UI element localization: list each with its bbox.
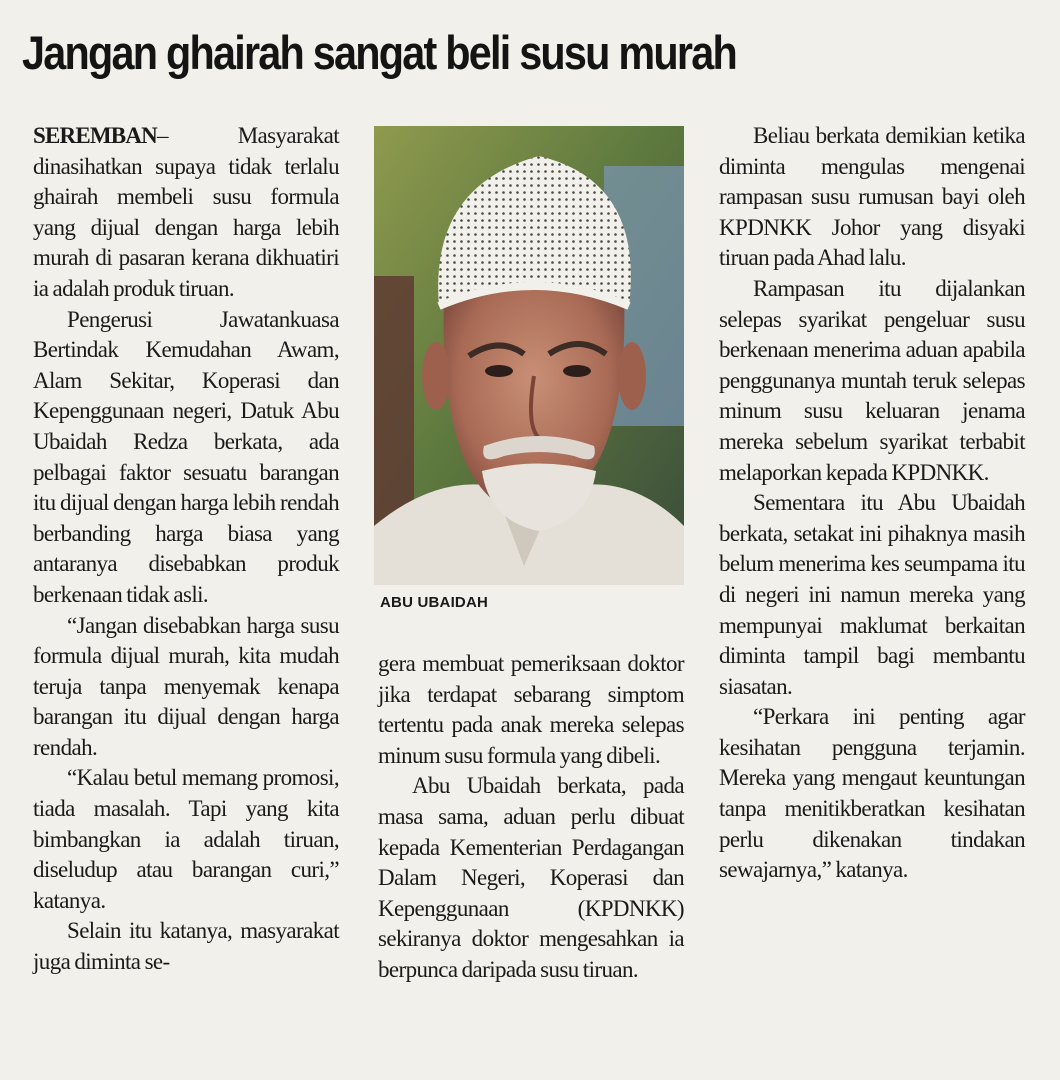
lead-text: – Masyarakat dinasihatkan supaya tidak terlalu ghairah membeli susu formula yang dijual dengan harga lebih murah di pasaran kerana dikhuatiri ia adalah produk tiruan. [33,123,339,301]
lead-paragraph [33,121,339,305]
paragraph: Pengerusi Jawatankuasa Bertindak Kemudahan Awam, Alam Sekitar, Koperasi dan Kepenggunaan negeri, Datuk Abu Ubaidah Redza berkata, ada pelbagai faktor sesuatu barangan itu dijual dengan harga lebih rendah berbanding harga biasa yang antaranya disebabkan produk berkenaan tidak asli. [33,306,339,607]
quote-paragraph: “Jangan disebabkan harga susu formula dijual murah, kita mudah teruja tanpa menyemak kenapa barangan itu dijual dengan harga rendah. [33,612,339,760]
portrait-photo [374,126,684,585]
quote-paragraph: “Perkara ini penting agar kesihatan pengguna terjamin. Mereka yang mengaut keuntungan tanpa menitikberatkan kesihatan perlu dikenakan tindakan sewajarnya,” katanya. [719,704,1025,883]
dateline: SEREMBAN [33,123,157,148]
paragraph: Sementara itu Abu Ubaidah berkata, setakat ini pihaknya masih belum menerima kes seumpama itu di negeri ini namun mereka yang mempunyai maklumat berkaitan diminta tampil bagi membantu siasatan. [719,490,1025,699]
portrait-illustration [374,126,684,585]
paragraph: gera membuat pemeriksaan doktor jika terdapat sebarang simptom tertentu pada anak mereka selepas minum susu formula yang dibeli. [378,651,684,768]
photo-caption: ABU UBAIDAH [380,594,489,611]
article-column-1 [33,121,339,978]
paragraph: Beliau berkata demikian ketika diminta mengulas mengenai rampasan susu rumusan bayi oleh KPDNKK Johor yang disyaki tiruan pada Ahad lalu. [719,123,1025,271]
paragraph: Rampasan itu dijalankan selepas syarikat pengeluar susu berkenaan menerima aduan apabila penggunanya muntah teruk selepas minum susu keluaran jenama mereka sebelum syarikat terbabit melaporkan kepada KPDNKK. [719,275,1025,485]
quote-paragraph: “Kalau betul memang promosi, tiada masalah. Tapi yang kita bimbangkan ia adalah tiruan, diseludup atau barangan curi,” katanya. [33,765,339,913]
paragraph: Abu Ubaidah berkata, pada masa sama, aduan perlu dibuat kepada Kementerian Perdagangan Dalam Negeri, Koperasi dan Kepenggunaan (KPDNKK) sekiranya doktor mengesahkan ia berpunca daripada susu tiruan. [378,773,684,982]
paragraph: Selain itu katanya, masyarakat juga diminta se- [33,918,339,975]
headline: Jangan ghairah sangat beli susu murah [22,26,737,79]
article-column-3 [719,121,1025,886]
article-column-2 [378,649,684,986]
